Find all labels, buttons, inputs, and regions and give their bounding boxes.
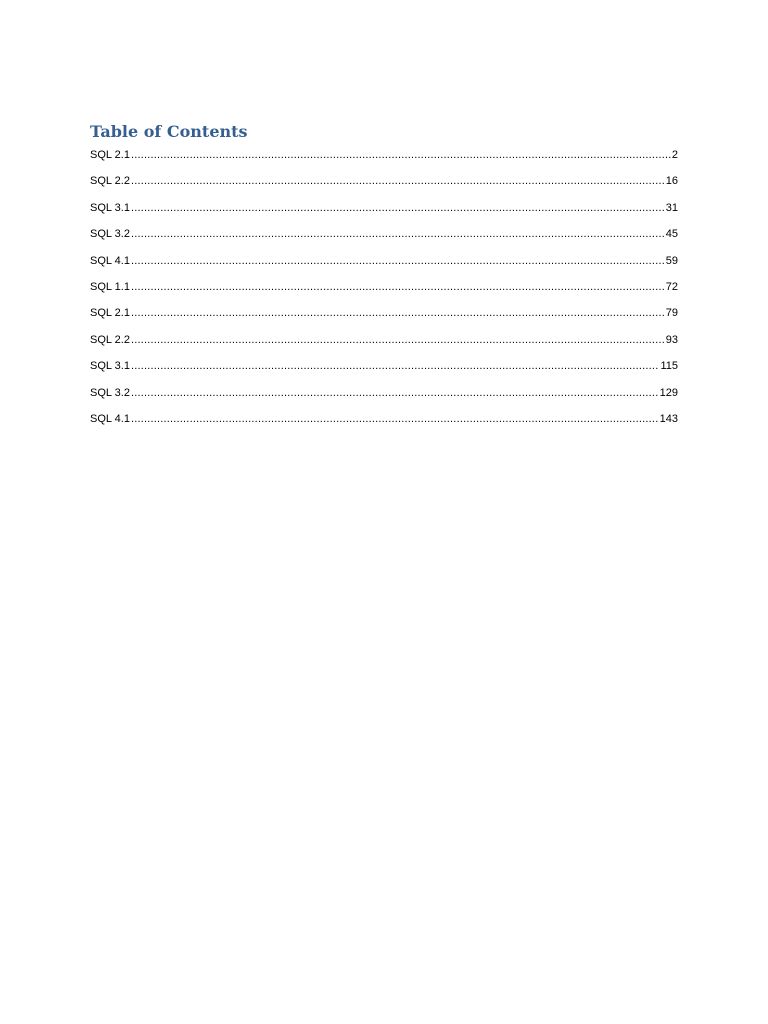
toc-entry-page-number: 2 (671, 149, 678, 161)
toc-entry-label: SQL 4.1 (90, 254, 130, 267)
toc-entry[interactable] (90, 175, 678, 201)
toc-list (90, 149, 678, 439)
toc-entry-page-number: 72 (665, 280, 678, 293)
toc-entry-page-number: 115 (660, 360, 678, 373)
toc-entry-label: SQL 4.1 (90, 412, 130, 425)
toc-dot-leader (131, 360, 660, 372)
toc-dot-leader (131, 175, 665, 187)
toc-dot-leader (131, 281, 665, 293)
toc-entry[interactable] (90, 360, 678, 386)
toc-entry[interactable] (90, 202, 678, 228)
toc-entry-label: SQL 3.1 (90, 360, 130, 373)
toc-entry-page-number: 93 (665, 333, 678, 346)
toc-entry[interactable] (90, 307, 678, 333)
toc-dot-leader (131, 228, 665, 240)
toc-entry-page-number: 45 (665, 228, 678, 241)
toc-entry-label: SQL 2.1 (90, 307, 130, 320)
toc-entry-page-number: 31 (665, 201, 678, 214)
toc-entry-label: SQL 2.1 (90, 149, 130, 161)
toc-entry-label: SQL 3.2 (90, 386, 130, 399)
toc-entry-page-number: 129 (659, 386, 678, 399)
toc-entry-page-number: 16 (665, 175, 678, 188)
toc-entry-page-number: 143 (659, 412, 678, 425)
toc-entry-label: SQL 2.2 (90, 175, 130, 188)
toc-title: Table of Contents (90, 122, 248, 141)
toc-entry[interactable] (90, 255, 678, 281)
toc-entry[interactable] (90, 334, 678, 360)
toc-entry-label: SQL 3.2 (90, 228, 130, 241)
toc-dot-leader (131, 149, 671, 161)
toc-entry[interactable] (90, 149, 678, 175)
toc-entry-page-number: 79 (665, 307, 678, 320)
toc-entry-label: SQL 1.1 (90, 280, 130, 293)
toc-dot-leader (131, 413, 659, 425)
toc-entry-label: SQL 2.2 (90, 333, 130, 346)
toc-entry[interactable] (90, 387, 678, 413)
toc-dot-leader (131, 255, 665, 267)
toc-entry[interactable] (90, 413, 678, 439)
toc-entry-page-number: 59 (665, 254, 678, 267)
toc-dot-leader (131, 387, 659, 399)
toc-entry[interactable] (90, 281, 678, 307)
toc-dot-leader (131, 202, 665, 214)
toc-dot-leader (131, 307, 665, 319)
toc-dot-leader (131, 334, 665, 346)
toc-entry-label: SQL 3.1 (90, 201, 130, 214)
toc-entry[interactable] (90, 228, 678, 254)
